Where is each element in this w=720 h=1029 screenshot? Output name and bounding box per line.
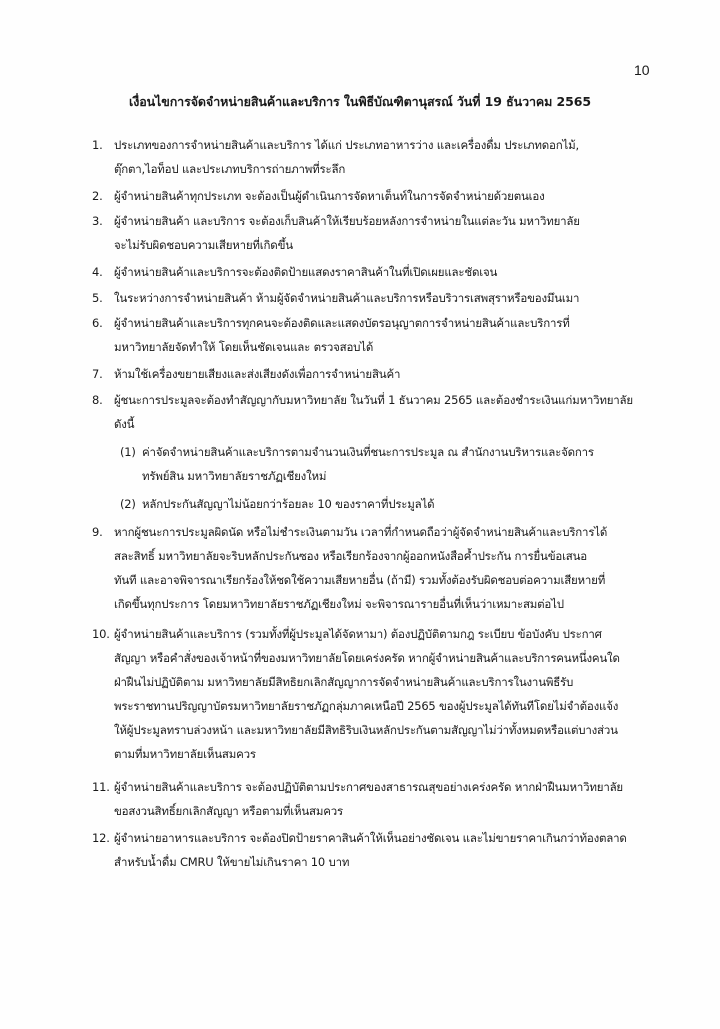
sub-item-text: หลักประกันสัญญาไม่น้อยกว่าร้อยละ 10 ของราคาที่ประมูลได้	[142, 497, 435, 511]
list-item	[92, 311, 702, 359]
item-text: ผู้จำหน่ายสินค้าและบริการทุกคนจะต้องติดและแสดงบัตรอนุญาตการจำหน่ายสินค้าและบริการที่	[114, 316, 570, 330]
sub-item-number: (2)	[120, 497, 136, 511]
item-number: 7.	[92, 367, 103, 381]
item-text: จะไม่รับผิดชอบความเสียหายที่เกิดขึ้น	[114, 238, 293, 252]
item-number: 4.	[92, 265, 103, 279]
item-text: ผู้ชนะการประมูลจะต้องทำสัญญากับมหาวิทยาลัย ในวันที่ 1 ธันวาคม 2565 และต้องชำระเงินแก่มหาวิทยาลัย	[114, 393, 633, 407]
list-item	[92, 826, 702, 874]
item-text: สำหรับน้ำดื่ม CMRU ให้ขายไม่เกินราคา 10 บาท	[114, 855, 350, 869]
item-text: ผู้จำหน่ายสินค้าและบริการ (รวมทั้งที่ผู้ประมูลได้จัดหามา) ต้องปฏิบัติตามกฎ ระเบียบ ข้อบังคับ ประกาศ	[114, 627, 602, 641]
item-text: พระราชทานปริญญาบัตรมหาวิทยาลัยราชภัฏกลุ่มภาคเหนือปี 2565 ของผู้ประมูลได้ทันทีโดยไม่จำต้องแจ้ง	[114, 699, 619, 713]
page-number: 10	[634, 62, 650, 78]
item-text: เกิดขึ้นทุกประการ โดยมหาวิทยาลัยราชภัฏเชียงใหม่ จะพิจารณารายอื่นที่เห็นว่าเหมาะสมต่อไป	[114, 597, 564, 611]
list-item	[92, 622, 702, 766]
item-number: 8.	[92, 393, 103, 407]
item-text: ดังนี้	[114, 417, 135, 431]
item-text: ผู้จำหน่ายสินค้าและบริการจะต้องติดป้ายแสดงราคาสินค้าในที่เปิดเผยและชัดเจน	[114, 265, 498, 279]
item-text: ตุ๊กตา,ไอท็อป และประเภทบริการถ่ายภาพที่ระลึก	[114, 162, 346, 176]
sub-item-number: (1)	[120, 445, 136, 459]
item-text: ห้ามใช้เครื่องขยายเสียงและส่งเสียงดังเพื่อการจำหน่ายสินค้า	[114, 367, 401, 381]
list-item	[92, 286, 702, 310]
item-number: 9.	[92, 525, 103, 539]
list-item	[92, 184, 702, 208]
sub-item-text: ค่าจัดจำหน่ายสินค้าและบริการตามจำนวนเงินที่ชนะการประมูล ณ สำนักงานบริหารและจัดการ	[142, 445, 594, 459]
item-number: 10.	[92, 627, 110, 641]
list-item	[92, 260, 702, 284]
sub-list-item	[120, 492, 680, 516]
item-text: ผู้จำหน่ายอาหารและบริการ จะต้องปิดป้ายราคาสินค้าให้เห็นอย่างชัดเจน และไม่ขายราคาเกินกว่าท้องตลาด	[114, 831, 627, 845]
item-text: ประเภทของการจำหน่ายสินค้าและบริการ ได้แก่ ประเภทอาหารว่าง และเครื่องดื่ม ประเภทดอกไม้,	[114, 138, 579, 152]
list-item	[92, 362, 702, 386]
list-item	[92, 388, 702, 436]
sub-list-item	[120, 440, 680, 488]
item-text: สละสิทธิ์ มหาวิทยาลัยจะริบหลักประกันซอง หรือเรียกร้องจากผู้ออกหนังสือค้ำประกัน การยื่นข้อเสนอ	[114, 549, 587, 563]
item-text: ผู้จำหน่ายสินค้าและบริการ จะต้องปฏิบัติตามประกาศของสาธารณสุขอย่างเคร่งครัด หากฝ่าฝืนมหาวิทยาลัย	[114, 780, 623, 794]
list-item	[92, 209, 702, 257]
item-number: 6.	[92, 316, 103, 330]
item-text: ตามที่มหาวิทยาลัยเห็นสมควร	[114, 747, 256, 761]
list-item	[92, 520, 702, 616]
item-text: ขอสงวนสิทธิ์ยกเลิกสัญญา หรือตามที่เห็นสมควร	[114, 804, 343, 818]
item-text: ผู้จำหน่ายสินค้า และบริการ จะต้องเก็บสินค้าให้เรียบร้อยหลังการจำหน่ายในแต่ละวัน มหาวิทยาลัย	[114, 214, 580, 228]
item-text: ฝ่าฝืนไม่ปฏิบัติตาม มหาวิทยาลัยมีสิทธิยกเลิกสัญญาการจัดจำหน่ายสินค้าและบริการในงานพิธีรับ	[114, 675, 574, 689]
item-number: 5.	[92, 291, 103, 305]
item-text: มหาวิทยาลัยจัดทำให้ โดยเห็นชัดเจนและ ตรวจสอบได้	[114, 340, 374, 354]
item-text: หากผู้ชนะการประมูลผิดนัด หรือไม่ชำระเงินตามวัน เวลาที่กำหนดถือว่าผู้จัดจำหน่ายสินค้าและบริการได้	[114, 525, 608, 539]
item-number: 3.	[92, 214, 103, 228]
item-text: ในระหว่างการจำหน่ายสินค้า ห้ามผู้จัดจำหน่ายสินค้าและบริการหรือบริวารเสพสุราหรือของมึนเมา	[114, 291, 580, 305]
document-title: เงื่อนไขการจัดจำหน่ายสินค้าและบริการ ในพิธีบัณฑิตานุสรณ์ วันที่ 19 ธันวาคม 2565	[129, 94, 591, 109]
item-text: ให้ผู้ประมูลทราบล่วงหน้า และมหาวิทยาลัยมีสิทธิริบเงินหลักประกันตามสัญญาไม่ว่าทั้งหมดหรือแต่บางส่วน	[114, 723, 618, 737]
item-number: 1.	[92, 138, 103, 152]
item-text: สัญญา หรือคำสั่งของเจ้าหน้าที่ของมหาวิทยาลัยโดยเคร่งครัด หากผู้จำหน่ายสินค้าและบริการคนหนึ่งคนใด	[114, 651, 620, 665]
list-item	[92, 775, 702, 823]
item-number: 11.	[92, 780, 110, 794]
list-item	[92, 133, 702, 181]
item-text: ทันที และอาจพิจารณาเรียกร้องให้ชดใช้ความเสียหายอื่น (ถ้ามี) รวมทั้งต้องรับผิดชอบต่อความเสียหายที่	[114, 573, 606, 587]
sub-item-text: ทรัพย์สิน มหาวิทยาลัยราชภัฏเชียงใหม่	[142, 469, 327, 483]
item-text: ผู้จำหน่ายสินค้าทุกประเภท จะต้องเป็นผู้ดำเนินการจัดหาเต็นท์ในการจัดจำหน่ายด้วยตนเอง	[114, 189, 545, 203]
item-number: 12.	[92, 831, 110, 845]
item-number: 2.	[92, 189, 103, 203]
